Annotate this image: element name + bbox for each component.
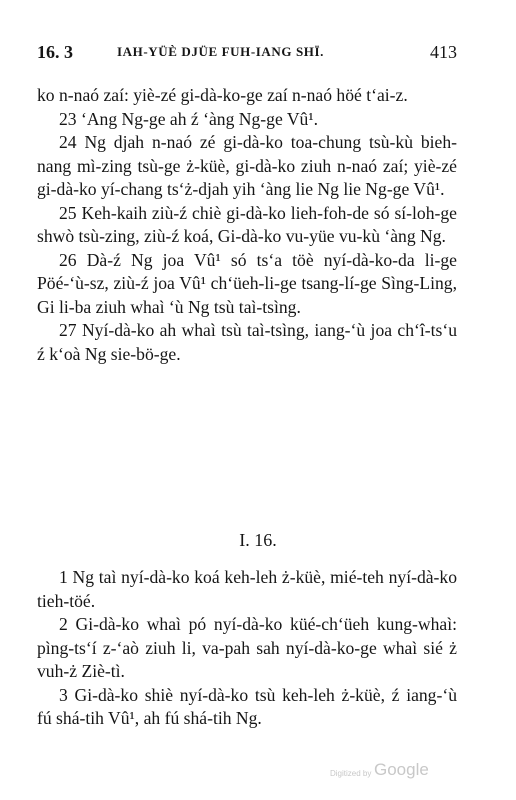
running-title: IAH-YÜÈ DJÜE FUH-IANG SHÏ.	[117, 44, 325, 59]
verse-1: 1 Ng taì nyí-dà-ko koá keh-leh ż-küè, mié-teh nyí-dà-ko tieh-töé.	[37, 567, 457, 611]
page-number: 413	[430, 42, 457, 62]
text-block-chapter-16	[37, 566, 457, 731]
verse-3: 3 Gi-dà-ko shiè nyí-dà-ko tsù keh-leh ż-küè, ź iang-‘ù fú shá-tih Vû¹, ah fú shá-tih Ng.	[37, 684, 457, 728]
text-block-chapter-15	[37, 84, 457, 366]
verse-23: 23 ‘Ang Ng-ge ah ź ‘àng Ng-ge Vû¹.	[59, 108, 319, 129]
chapter-verse-ref: 16. 3	[37, 42, 73, 62]
verse-27: 27 Nyí-dà-ko ah whaì tsù taì-tsìng, iang-‘ù joa ch‘î-ts‘u ź k‘oà Ng sie-bö-ge.	[37, 320, 457, 364]
digitized-by-label: Digitized by	[330, 769, 372, 778]
continued-verse-text: ko n-naó zaí: yiè-zé gi-dà-ko-ge zaí n-naó höé t‘ai-z.	[37, 85, 408, 105]
verse-2: 2 Gi-dà-ko whaì pó nyí-dà-ko küé-ch‘üeh kung-whaì: pìng-ts‘í z-‘aò ziuh li, va-pah sah nyí-dà-ko-ge whaì sié ż vuh-ż Ziè-tì.	[37, 614, 457, 681]
chapter-heading: I. 16.	[239, 530, 277, 550]
google-logo: Google	[374, 760, 429, 779]
verse-25: 25 Keh-kaih ziù-ź chiè gi-dà-ko lieh-foh-de só sí-loh-ge shwò tsù-zing, ziù-ź koá, Gi-dà-ko vu-yüe vu-kù ‘àng Ng.	[37, 202, 457, 246]
verse-26: 26 Dà-ź Ng joa Vû¹ só ts‘a töè nyí-dà-ko-da li-ge Pöé-‘ù-sz, ziù-ź joa Vû¹ ch‘üeh-li-ge tsang-lí-ge Sìng-Ling, Gi li-ba ziuh whaì ‘ù Ng tsù taì-tsìng.	[37, 249, 457, 317]
page-header	[37, 40, 457, 66]
verse-24: 24 Ng djah n-naó zé gi-dà-ko toa-chung tsù-kù bieh-nang mì-zing tsù-ge ż-küè, gi-dà-ko ziuh n-naó zaí; yiè-zé gi-dà-ko yí-chang ts‘ż-djah yih ‘àng lie Ng lie Ng-ge Vû¹.	[37, 132, 457, 199]
digitization-watermark	[330, 760, 440, 784]
